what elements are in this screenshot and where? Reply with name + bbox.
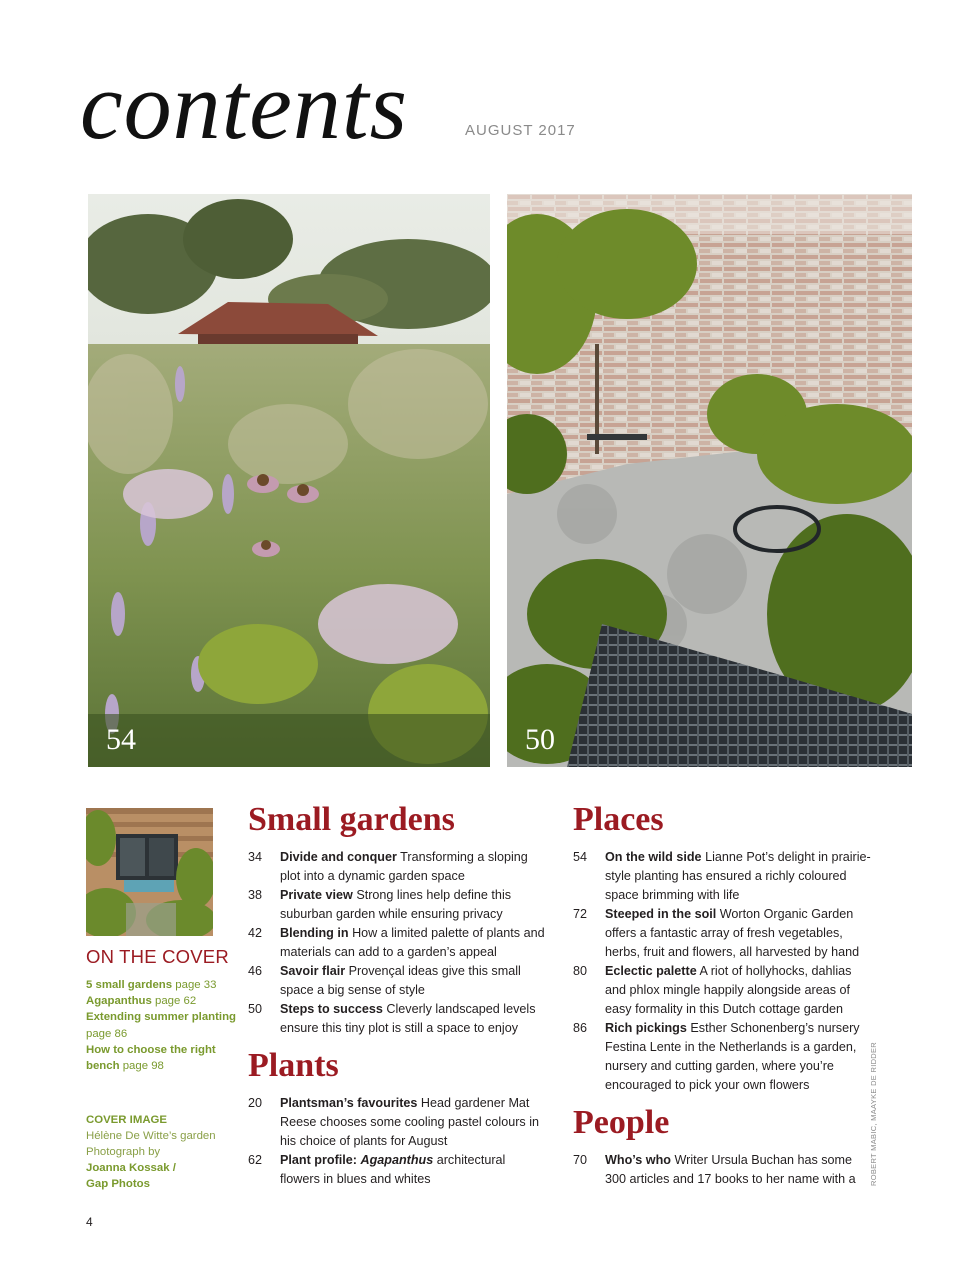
cover-item[interactable] <box>86 977 246 993</box>
entry-text: A riot of hollyhocks, dahlias and phlox mingle happily alongside areas of easy formality in this Dutch cottage garden <box>605 964 852 1016</box>
entry-page: 70 <box>573 1153 588 1167</box>
cover-image-caption: Hélène De Witte’s garden <box>86 1130 216 1142</box>
section-title: Places <box>573 801 664 838</box>
cover-item-title: Agapanthus <box>86 995 152 1008</box>
cover-image-agency: Gap Photos <box>86 1178 150 1190</box>
entry-title: Steeped in the soil <box>605 907 717 921</box>
entry-title: Eclectic palette <box>605 964 697 978</box>
entry-title: Rich pickings <box>605 1021 687 1035</box>
entry-list <box>573 848 873 1095</box>
meadow-photo[interactable] <box>88 194 490 767</box>
entry-text: Writer Ursula Buchan has some 300 articles and 17 books to her name with a <box>605 1153 856 1186</box>
entry-text: Transforming a sloping plot into a dynamic garden space <box>280 850 528 883</box>
contents-entry[interactable] <box>573 905 873 962</box>
contents-entry[interactable] <box>248 886 548 924</box>
cover-image-label: COVER IMAGE <box>86 1114 168 1126</box>
cover-item-page: page 62 <box>155 995 197 1008</box>
entry-page: 42 <box>248 926 263 940</box>
issue-date: AUGUST 2017 <box>465 122 576 139</box>
entry-list <box>248 1094 548 1189</box>
cover-illustration <box>86 808 213 936</box>
entry-title-italic: Agapanthus <box>360 1153 434 1167</box>
on-the-cover-list <box>86 977 246 1074</box>
entry-text: architectural flowers in blues and whites <box>280 1153 506 1186</box>
cover-item[interactable] <box>86 1042 246 1074</box>
on-the-cover-heading: ON THE COVER <box>86 946 229 967</box>
courtyard-illustration <box>507 194 912 767</box>
contents-entry[interactable] <box>573 1019 873 1095</box>
entry-text: Head gardener Mat Reese chooses some cooling pastel colours in his choice of plants for August <box>280 1096 540 1148</box>
entry-page: 80 <box>573 964 588 978</box>
section-people <box>573 1103 873 1189</box>
masthead-title: contents <box>80 52 408 159</box>
cover-item-title: Extending summer planting <box>86 1011 236 1024</box>
cover-item-page: page 98 <box>122 1060 164 1073</box>
entry-text: How a limited palette of plants and materials can add to a garden’s appeal <box>280 926 545 959</box>
on-the-cover <box>86 946 246 1074</box>
contents-entry[interactable] <box>248 962 548 1000</box>
photo-page-number: 54 <box>106 723 136 756</box>
section-plants <box>248 1046 548 1189</box>
cover-item[interactable] <box>86 993 246 1009</box>
cover-image-photographer-label: Photograph by <box>86 1146 161 1158</box>
cover-thumbnail[interactable] <box>86 808 213 936</box>
contents-entry[interactable] <box>248 1000 548 1038</box>
entry-title: Private view <box>280 888 353 902</box>
entry-page: 62 <box>248 1153 263 1167</box>
section-title: Plants <box>248 1047 339 1084</box>
cover-item-page: page 33 <box>175 979 217 991</box>
entry-page: 54 <box>573 850 588 864</box>
entry-list <box>248 848 548 1038</box>
masthead <box>80 52 600 159</box>
photo-page-number: 50 <box>525 723 555 756</box>
entry-page: 50 <box>248 1002 263 1016</box>
entry-list <box>573 1151 873 1189</box>
entry-title: Blending in <box>280 926 349 940</box>
entry-text: Strong lines help define this suburban garden while ensuring privacy <box>280 888 512 921</box>
entry-title: Savoir flair <box>280 964 346 978</box>
entry-text: Cleverly landscaped levels ensure this tiny plot is still a space to enjoy <box>280 1002 536 1035</box>
entry-page: 20 <box>248 1096 263 1110</box>
entry-page: 86 <box>573 1021 588 1035</box>
entry-text: Provençal ideas give this small space a big sense of style <box>280 964 521 997</box>
entry-page: 34 <box>248 850 263 864</box>
cover-image-credit <box>86 1112 246 1192</box>
entry-title: Steps to success <box>280 1002 383 1016</box>
contents-entry[interactable] <box>573 962 873 1019</box>
contents-entry[interactable] <box>248 1151 548 1189</box>
cover-item[interactable] <box>86 1009 246 1041</box>
entry-page: 46 <box>248 964 263 978</box>
section-places <box>573 800 873 1095</box>
contents-entry[interactable] <box>573 1151 873 1189</box>
entry-page: 72 <box>573 907 588 921</box>
cover-item-title: How to choose the right bench <box>86 1043 216 1073</box>
entry-title: Who’s who <box>605 1153 671 1167</box>
meadow-illustration <box>88 194 490 767</box>
entry-page: 38 <box>248 888 263 902</box>
entry-title: Plant profile: <box>280 1153 357 1167</box>
entry-text: Esther Schonenberg’s nursery Festina Lente in the Netherlands is a garden, nursery and cutting garden, where you’re encouraged to pick your own flowers <box>605 1021 860 1092</box>
cover-item-title: 5 small gardens <box>86 979 173 991</box>
section-small-gardens <box>248 800 548 1038</box>
section-title: People <box>573 1104 670 1141</box>
contents-entry[interactable] <box>248 1094 548 1151</box>
entry-text: Lianne Pot’s delight in prairie-style planting has ensured a richly coloured space brimming with life <box>605 850 871 902</box>
page-number: 4 <box>86 1215 93 1229</box>
section-title: Small gardens <box>248 801 455 838</box>
entry-title: Plantsman’s favourites <box>280 1096 418 1110</box>
entry-title: On the wild side <box>605 850 702 864</box>
contents-entry[interactable] <box>248 848 548 886</box>
contents-entry[interactable] <box>248 924 548 962</box>
cover-item-page: page 86 <box>86 1027 128 1040</box>
cover-image-photographer: Joanna Kossak / <box>86 1162 176 1174</box>
contents-entry[interactable] <box>573 848 873 905</box>
courtyard-photo[interactable] <box>507 194 912 767</box>
entry-text: Worton Organic Garden offers a fantastic array of fresh vegetables, herbs, fruit and flowers, all harvested by hand <box>605 907 860 959</box>
entry-title: Divide and conquer <box>280 850 397 864</box>
photo-credit: ROBERT MABIC, MAAYKE DE RIDDER <box>869 1041 878 1186</box>
